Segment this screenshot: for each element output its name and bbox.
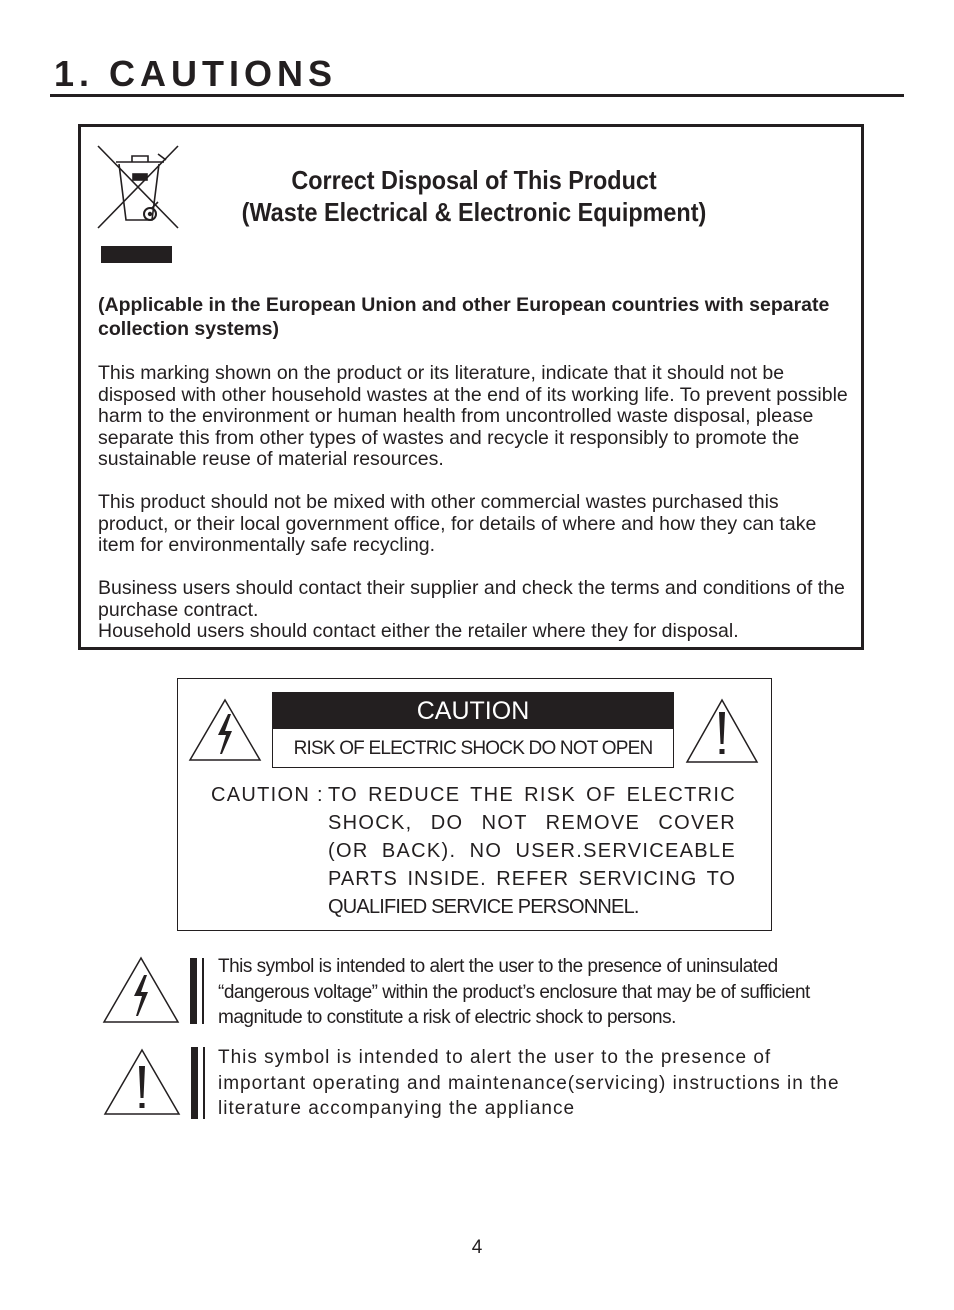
symbol-description-voltage: This symbol is intended to alert the user to the presence of uninsulated “dangerous voltage” within the product’s enclosure that may be of sufficient magnitude to constitute a risk of electric shock to persons. xyxy=(218,956,810,1028)
lightning-triangle-icon xyxy=(102,956,180,1024)
caution-line: PARTS INSIDE. REFER SERVICING TO xyxy=(328,868,736,890)
weee-paragraph-marking: This marking shown on the product or its literature, indicate that it should not be disposed with other household wastes at the end of its working life. To prevent possible harm to the environment or human health from uncontrolled waste disposal, please separate this from other types of wastes and recycle it responsibly to promote the sustainable reuse of material resources. xyxy=(98,362,848,470)
symbol-divider-thick xyxy=(190,958,197,1024)
weee-heading xyxy=(209,164,738,228)
weee-household-users: Household users should contact either the retailer where they for disposal. xyxy=(98,620,739,642)
caution-line: QUALIFIED SERVICE PERSONNEL. xyxy=(328,896,639,918)
weee-applicable-note: (Applicable in the European Union and other European countries with separate collection systems) xyxy=(98,294,830,340)
title-rule xyxy=(50,94,904,97)
symbol-divider-thin xyxy=(203,1047,205,1119)
symbol-description-instructions: This symbol is intended to alert the user to the presence of important operating and maintenance(servicing) instructions in the literature accompanying the appliance xyxy=(218,1047,840,1119)
weee-heading-line1: Correct Disposal of This Product xyxy=(291,165,657,195)
caution-prefix: CAUTION : xyxy=(211,784,324,806)
weee-paragraph-commercial: This product should not be mixed with other commercial wastes purchased this product, or their local government office, for details of where and how they can take item for environmentally safe recycling. xyxy=(98,491,817,556)
lightning-triangle-icon xyxy=(188,698,262,762)
weee-black-bar xyxy=(101,246,172,263)
page-number: 4 xyxy=(471,1237,483,1258)
page-title: 1. CAUTIONS xyxy=(54,53,338,94)
caution-label-subtext: RISK OF ELECTRIC SHOCK DO NOT OPEN xyxy=(293,738,653,759)
caution-line: TO REDUCE THE RISK OF ELECTRIC xyxy=(328,784,736,806)
weee-business-users: Business users should contact their supplier and check the terms and conditions of the purchase contract. xyxy=(98,577,845,621)
weee-heading-line2: (Waste Electrical & Electronic Equipment) xyxy=(241,197,707,227)
crossed-out-wheelie-bin-icon xyxy=(96,144,180,230)
symbol-divider-thin xyxy=(202,958,204,1024)
caution-line: (OR BACK). NO USER.SERVICEABLE xyxy=(328,840,736,862)
caution-line: SHOCK, DO NOT REMOVE COVER xyxy=(328,812,736,834)
exclamation-triangle-icon xyxy=(103,1048,181,1116)
exclamation-triangle-icon xyxy=(685,698,759,764)
symbol-divider-thick xyxy=(191,1047,198,1119)
caution-label-header: CAUTION xyxy=(273,693,673,729)
weee-paragraph-users xyxy=(98,578,854,643)
